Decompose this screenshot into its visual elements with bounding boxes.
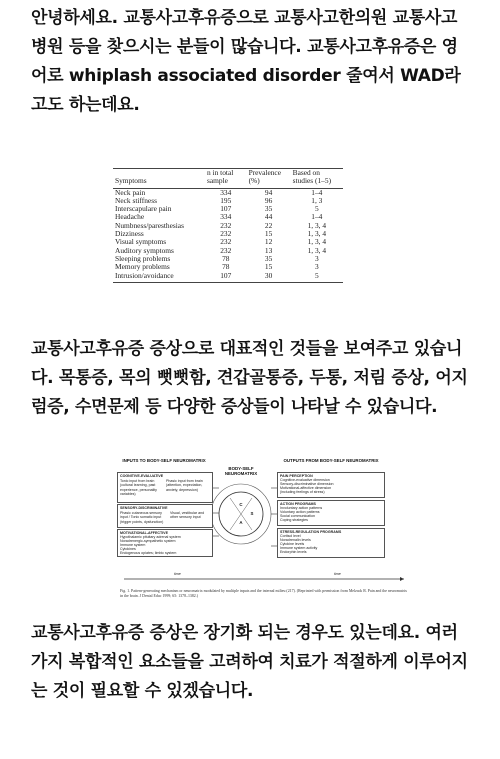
neuromatrix-diagram	[114, 458, 414, 586]
sensory-right: Visual, vestibular and other sensory input	[170, 511, 205, 520]
n-cell: 232	[220, 237, 232, 247]
based-on-cell: 1, 3	[311, 195, 323, 205]
motivational-line: Immune system	[120, 543, 146, 547]
closing-paragraph: 교통사고후유증 증상은 장기화 되는 경우도 있는데요. 여러가지 복합적인 요소들을 고려하여 치료가 적절하게 이루어지는 것이 필요할 수 있겠습니다.	[31, 623, 468, 701]
motivational-title: MOTIVATIONAL-AFFECTIVE	[120, 531, 168, 535]
stress-regulation-line: Noradrenalin levels	[280, 538, 311, 542]
prevalence-cell: 30	[247, 272, 291, 283]
pain-perception-title: PAIN PERCEPTION	[280, 474, 313, 478]
based-on-cell: 1, 3, 4	[307, 220, 327, 230]
table-header-row	[113, 169, 343, 189]
stress-regulation-line: Cytokine levels	[280, 542, 305, 546]
stress-regulation-title: STRESS-REGULATION PROGRAMS	[280, 530, 342, 534]
header-prevalence: Prevalence (%)	[247, 169, 291, 189]
symptom-table-figure	[113, 168, 343, 283]
action-programs-line: Voluntary action patterns	[280, 510, 320, 514]
symptom-cell: Memory problems	[115, 262, 170, 272]
action-programs-line: Social communication	[280, 514, 315, 518]
stress-regulation-line: Immune system activity	[280, 546, 318, 550]
circle-label-a: A	[239, 520, 243, 525]
n-cell: 107	[220, 204, 232, 214]
based-on-cell: 3	[314, 253, 319, 263]
pain-perception-line: Cognitive-evaluative dimension	[280, 478, 330, 482]
neuromatrix-title: BODY-SELF NEUROMATRIX	[224, 466, 258, 476]
prevalence-cell: 12	[264, 237, 273, 247]
prevalence-cell: 15	[264, 229, 273, 239]
symptom-cell: Headache	[115, 212, 145, 222]
pain-perception-line: Sensory-discriminative dimension	[280, 482, 334, 486]
n-cell: 232	[220, 245, 232, 255]
intro-paragraph: 안녕하세요. 교통사고후유증으로 교통사고한의원 교통사고병원 등을 찾으시는 분들이 많습니다. 교통사고후유증은 영어로 whiplash associated disorder 줄여서 WAD라고도 하는데요.	[31, 8, 461, 115]
symptom-cell: Neck pain	[115, 187, 146, 197]
motivational-box	[117, 529, 213, 557]
diagram-caption: Fig. 1. Pattern-generating mechanism or neuromatrix modulated by multiple inputs and the internal milieu (217). (Reprinted with permission from Melzack R. Pain and the neuromatrix in the brain. J Dental Educ 1999; 65: 1378–1382.)	[120, 589, 407, 598]
pain-perception-line: (including feelings of stress)	[280, 490, 325, 494]
based-on-cell: 1, 3, 4	[307, 237, 327, 247]
action-programs-line: Coping strategies	[280, 518, 308, 522]
outputs-title: OUTPUTS FROM BODY-SELF NEUROMATRIX	[283, 458, 379, 463]
cognitive-left: Tonic input from brain (cultural learning, past experience, personality variables)	[120, 479, 157, 496]
motivational-line: Endogenous opiates; limbic system	[120, 551, 177, 555]
prevalence-cell: 35	[264, 204, 273, 214]
sensory-box	[117, 504, 213, 528]
n-cell: 334	[220, 187, 232, 197]
prevalence-cell: 22	[264, 220, 273, 230]
header-symptoms: Symptoms	[113, 169, 205, 189]
prevalence-cell: 94	[264, 187, 273, 197]
header-based-on: Based on studies (1–5)	[291, 169, 343, 189]
motivational-line: Noradrenergic-sympathetic system	[120, 539, 176, 543]
n-cell: 232	[220, 229, 232, 239]
based-on-cell: 5	[314, 204, 319, 214]
n-cell: 107	[205, 272, 247, 283]
n-cell: 195	[220, 195, 232, 205]
action-programs-title: ACTION PROGRAMS	[280, 502, 316, 506]
cognitive-box	[117, 472, 213, 503]
symptom-cell: Auditory symptoms	[115, 245, 174, 255]
pain-perception-line: Motivational-affective dimension	[280, 486, 332, 490]
symptom-cell: Interscapulare pain	[115, 204, 172, 214]
symptoms-paragraph: 교통사고후유증 증상으로 대표적인 것들을 보여주고 있습니다. 목통증, 목의 뻣뻣함, 견갑골통증, 두통, 저림 증상, 어지럼증, 수면문제 등 다양한 증상들이 나타날 수 있습니다.	[31, 339, 468, 417]
stress-regulation-line: Endorphin levels	[280, 550, 307, 554]
action-programs-line: Involuntary action patterns	[280, 506, 323, 510]
n-cell: 334	[220, 212, 232, 222]
symptom-table	[113, 168, 343, 283]
header-n-total: n in total sample	[205, 169, 247, 189]
symptom-cell: Neck stiffness	[115, 195, 157, 205]
time-label-left: time	[174, 572, 181, 576]
symptom-cell: Sleeping problems	[115, 253, 171, 263]
table-row	[113, 272, 343, 283]
prevalence-cell: 35	[264, 253, 273, 263]
based-on-cell: 1, 3, 4	[307, 245, 327, 255]
prevalence-cell: 15	[264, 262, 273, 272]
stress-regulation-box	[277, 528, 385, 558]
circle-label-c: C	[239, 502, 243, 507]
prevalence-cell: 13	[264, 245, 273, 255]
action-programs-box	[277, 500, 385, 526]
based-on-cell: 1, 3, 4	[307, 229, 327, 239]
time-label-right: time	[334, 572, 341, 576]
based-on-cell: 3	[314, 262, 319, 272]
symptom-cell: Dizziness	[115, 229, 144, 239]
sensory-title: SENSORY-DISCRIMINATIVE	[120, 506, 168, 510]
symptom-cell: Visual symptoms	[115, 237, 167, 247]
prevalence-cell: 44	[264, 212, 273, 222]
pain-perception-box	[277, 472, 385, 498]
based-on-cell: 1–4	[311, 187, 323, 197]
based-on-cell: 5	[291, 272, 343, 283]
motivational-line: Hypothalamic pituitary adrenal system	[120, 535, 181, 539]
n-cell: 232	[220, 220, 232, 230]
n-cell: 78	[222, 253, 230, 263]
based-on-cell: 1–4	[311, 212, 323, 222]
motivational-line: Cytokines	[120, 547, 136, 551]
symptom-cell: Intrusion/avoidance	[113, 272, 205, 283]
cognitive-title: COGNITIVE-EVALUATIVE	[120, 474, 164, 478]
circle-label-s: S	[250, 511, 254, 516]
symptom-cell: Numbness/paresthesias	[115, 220, 184, 230]
stress-regulation-line: Cortisol level	[280, 534, 301, 538]
inputs-title: INPUTS TO BODY-SELF NEUROMATRIX	[122, 458, 206, 463]
cognitive-right: Phasic input from brain (attention, expectation, anxiety, depression)	[166, 479, 203, 492]
n-cell: 78	[222, 262, 230, 272]
sensory-left: Phasic cutaneous sensory input / Tonic somatic input (trigger points, dysfunction)	[120, 511, 164, 524]
prevalence-cell: 96	[264, 195, 273, 205]
